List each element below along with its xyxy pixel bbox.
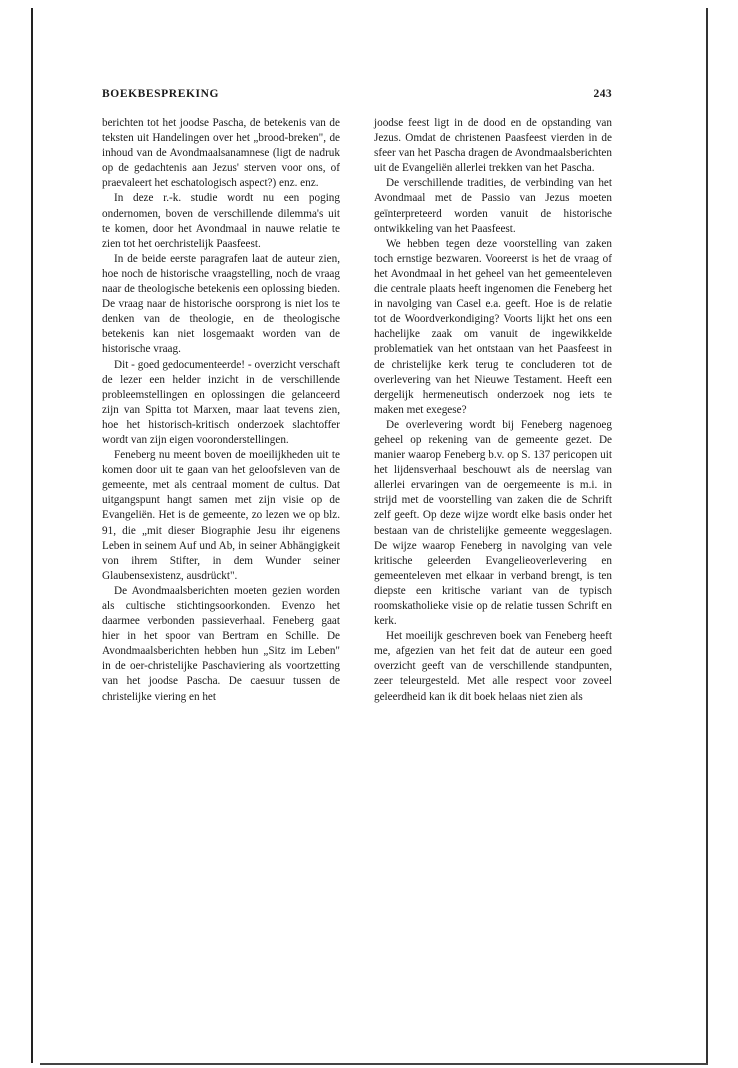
left-column [102, 116, 340, 705]
paragraph: Het moeilijk geschreven boek van Feneberg heeft me, afgezien van het feit dat de auteur een goed overzicht geeft van de verschillende standpunten, zeer teleurgesteld. Met alle respect voor zoveel geleerdheid kan ik dit boek helaas niet zien als [374, 630, 612, 703]
paragraph: joodse feest ligt in de dood en de opstanding van Jezus. Omdat de christenen Paasfeest vierden in de sfeer van het Pascha dragen de Avondmaalsberichten uit de Evangeliën allerlei trekken van het Pascha. [374, 117, 612, 175]
page-number: 243 [593, 88, 612, 100]
paragraph: De verschillende tradities, de verbinding van het Avondmaal met de Passio van Jezus moeten geïnterpreteerd worden vanuit de historische ontwikkeling van het Paasfeest. [374, 177, 612, 235]
paragraph: In de beide eerste paragrafen laat de auteur zien, hoe noch de historische vraagstelling, noch de vraag naar de theologische betekenis een oplossing bieden. De vraag naar de historische oorsprong is niet los te denken van de theologie, en de theologische betekenis kan niet losgemaakt worden van de historische vraag. [102, 252, 340, 356]
scan-border-right [706, 8, 708, 1063]
book-page [102, 88, 612, 705]
text-columns [102, 116, 612, 705]
paragraph: Dit - goed gedocumenteerde! - overzicht verschaft de lezer een helder inzicht in de verschillende probleemstellingen en oplossingen die gelanceerd zijn van Spitta tot Marxen, maar laat tevens zien, hoe het historisch-kritisch onderzoek slachtoffer wordt van zijn eigen vooronderstellingen. [102, 358, 340, 446]
paragraph: De Avondmaalsberichten moeten gezien worden als cultische stichtingsoorkonden. Evenzo het daarmee verbonden passieverhaal. Feneberg gaat hier in het spoor van Bertram en Schille. De Avondmaalsberichten hebben hun „Sitz im Leben" in de oer-christelijke Paschaviering als voortzetting van het joodse Pascha. De caesuur tussen de christelijke viering en het [102, 584, 340, 703]
right-column [374, 116, 612, 705]
paragraph: In deze r.-k. studie wordt nu een poging ondernomen, boven de verschillende dilemma's uit te komen, door het Avondmaal in nauwe relatie te zien tot het oerchristelijk Paasfeest. [102, 192, 340, 250]
paragraph: berichten tot het joodse Pascha, de betekenis van de teksten uit Handelingen over het „brood-breken", de inhoud van de Avondmaalsanamnese (ligt de nadruk op de gedachtenis aan Jezus' sterven voor ons, of praevaleert het eschatologisch aspect?) enz. enz. [102, 117, 340, 190]
running-title: BOEKBESPREKING [102, 88, 220, 100]
scan-border-left [31, 8, 33, 1063]
paragraph: We hebben tegen deze voorstelling van zaken toch ernstige bezwaren. Vooreerst is het de vraag of het Avondmaal in het geheel van het gemeenteleven die centrale plaats heeft ingenomen die Feneberg het in navolging van Casel e.a. geeft. Hoe is de relatie tot de Woordverkondiging? Voorts lijkt het ons een hachelijke zaak om vanuit de ingewikkelde problematiek van het ontstaan van het Paasfeest in de christelijke kerk terug te concluderen tot de overlevering van het Nieuwe Testament. Heeft een dergelijk hermeneutisch onderzoek nog iets te maken met exegese? [374, 237, 612, 416]
scan-border-bottom [40, 1063, 708, 1065]
paragraph: De overlevering wordt bij Feneberg nagenoeg geheel op rekening van de gemeente gezet. De manier waarop Feneberg b.v. op S. 137 pericopen uit het lijdensverhaal beschouwt als de neerslag van allerlei ervaringen van de oergemeente is m.i. in strijd met de voorstelling van zaken die de Schrift zelf geeft. Op deze wijze wordt elke basis onder het bestaan van de christelijke gemeente weggeslagen. De wijze waarop Feneberg in navolging van vele kritische geleerden Evangelieoverlevering en gemeenteleven met elkaar in verband brengt, is ten diepste een kritische variant van de typisch roomskatholieke visie op de relatie tussen Schrift en kerk. [374, 418, 612, 628]
paragraph: Feneberg nu meent boven de moeilijkheden uit te komen door uit te gaan van het geloofsleven van de gemeente, met als centraal moment de cultus. Dat uitgangspunt hangt samen met zijn visie op de Evangeliën. Het is de gemeente, zo lezen we op blz. 91, die „mit dieser Biographie Jesu ihr eigenens Leben in seinem Auf und Ab, in seiner Abhängigkeit von ihrem Stifter, in dem Wunder seiner Glaubensexistenz, ausdrückt". [102, 449, 340, 582]
running-head [102, 88, 612, 116]
